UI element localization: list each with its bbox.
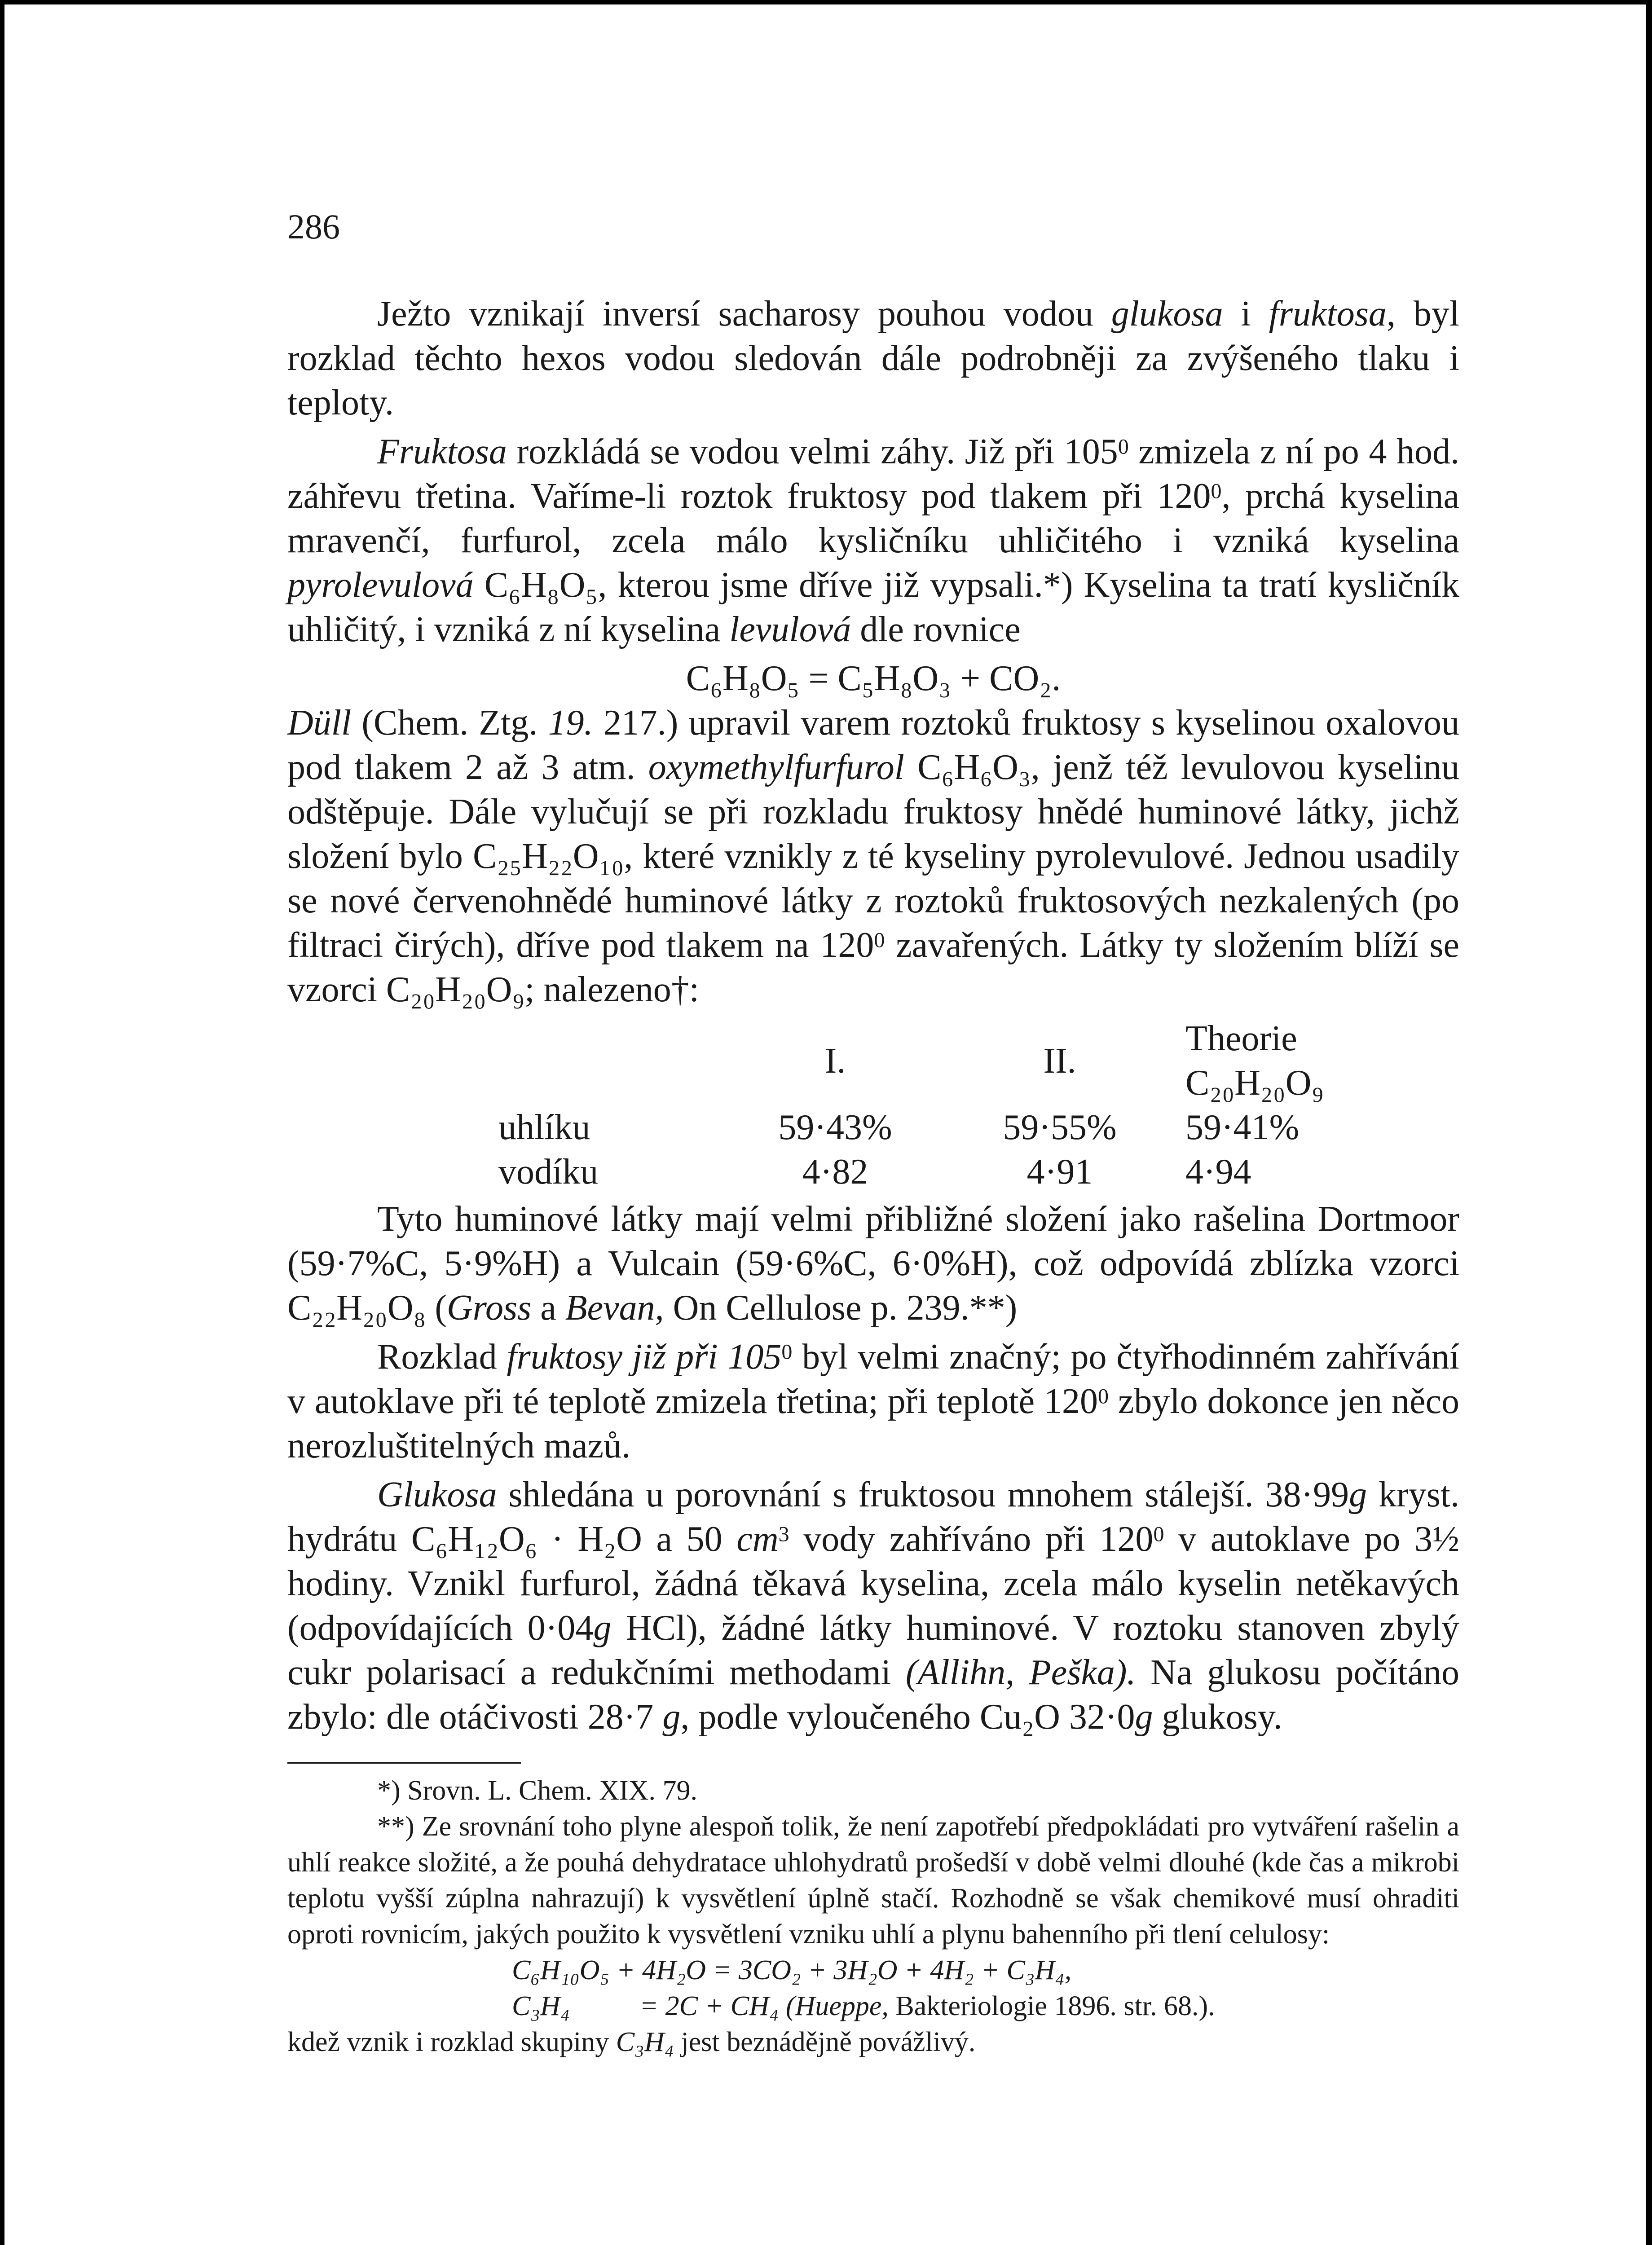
text: 217.) upravil varem roztoků fruktosy s kyselinou oxalovou pod tlakem 2 až 3 atm. — [287, 703, 1459, 787]
text: , kterou jsme dříve již vypsali.*) Kyselina ta tratí kysličník uhličitý, i vzniká z ní kyselina — [287, 565, 1460, 649]
text: rozkládá se vodou velmi záhy. Již při 105 — [507, 432, 1118, 471]
page-number: 286 — [287, 207, 340, 246]
table-cell: 4·82 — [802, 1152, 868, 1192]
text: Tyto huminové látky mají velmi přibližné složení jako rašelina Dortmoor (59·7%C, 5·9%H) a Vulcain (59·6%C, 6·0%H), což odpovídá zblízka vzorci C₂₂H₂₀O₈ ( — [287, 1199, 1459, 1328]
text: zbylo dokonce jen něco nerozluštitelných mazů. — [287, 1382, 1460, 1466]
table-cell: 59·55% — [1003, 1108, 1117, 1147]
table-header: I. — [824, 1041, 846, 1081]
term-glukosa: Glukosa — [377, 1475, 497, 1514]
paragraph-dull — [287, 701, 1459, 1012]
text: , byl rozklad těchto hexos vodou sledován dále podrobněji za zvýšeného tlaku i teploty. — [287, 294, 1459, 423]
formula: C₃H₄ — [616, 2027, 674, 2057]
text: Bakteriologie 1896. str. 68.). — [888, 1991, 1215, 2021]
author-bevan: Bevan, — [565, 1288, 664, 1328]
footnote-equation-2 — [512, 1988, 1459, 2024]
equation: C₆H₈O₅ = C₅H₈O₃ + CO₂. — [686, 659, 1061, 698]
table-row — [498, 1150, 1446, 1194]
text: kdež vznik i rozklad skupiny — [287, 2027, 616, 2057]
author-dull: Düll — [287, 703, 352, 743]
paragraph-glukosa — [287, 1473, 1459, 1739]
degree: 0 — [1153, 1522, 1164, 1546]
footnote-2: **) Ze srovnání toho plyne alespoň tolik, že není zapotřebí předpokládati pro vytváření rašelin a uhlí reakce složité, a že pouhá dehydratace uhlohydratů prošedší v době velmi dlouhé (kde čas a mikrobi teplotu vyšší zúplna nahrazují) k vysvětlení úplně stačí. Rozhodně se však chemikové musí ohraditi oproti rovnicím, jakých použito k vysvětlení vzniku uhlí a plynu bahenního při tlení celulosy: — [287, 1811, 1459, 1950]
paragraph-huminove — [287, 1197, 1459, 1330]
term-levulova: levulová — [729, 610, 851, 649]
text: , prchá kyselina mravenčí, furfurol, zcela málo kysličníku uhličitého i vzniká kyselina — [287, 476, 1459, 560]
author-gross: Gross — [447, 1288, 532, 1328]
methods: (Allihn, Peška). — [905, 1653, 1136, 1692]
text: Na glukosu počítáno zbylo: dle otáčivosti 28·7 — [287, 1653, 1460, 1737]
unit-g: g — [593, 1608, 612, 1648]
table-header — [498, 1017, 736, 1105]
text: vody zahříváno při 120 — [789, 1519, 1154, 1559]
text: glukosy. — [1153, 1697, 1282, 1737]
table-cell: 4·94 — [1185, 1152, 1251, 1192]
results-table — [498, 1017, 1446, 1194]
exponent: 3 — [778, 1522, 789, 1546]
text: i — [1223, 294, 1269, 334]
table-header: II. — [1043, 1041, 1076, 1081]
degree: 0 — [1211, 479, 1222, 503]
table-cell: 4·91 — [1026, 1152, 1093, 1192]
term-fruktosa: Fruktosa — [377, 432, 507, 471]
term-fruktosy: fruktosy již při 105 — [507, 1337, 782, 1377]
paragraph-fruktosa — [287, 430, 1459, 652]
text: shledána u porovnání s fruktosou mnohem stálejší. 38·99 — [497, 1475, 1349, 1514]
table-row — [498, 1105, 1446, 1150]
table-cell: 59·43% — [778, 1108, 892, 1147]
term-oxymethylfurfurol: oxymethylfurfurol — [648, 748, 904, 787]
paragraph-rozklad — [287, 1335, 1459, 1468]
text: C₆H₆O₃, jenž též levulovou kyselinu odštěpuje. Dále vylučují se při rozkladu fruktosy hnědé huminové látky, jichž složení bylo C₂₅H₂₂O₁₀, které vznikly z té kyseliny pyrolevulové. Jednou usadily se nové červenohnědé huminové látky z roztoků fruktosových nezkalených (po filtraci čirých), dříve pod tlakem na 120 — [287, 748, 1459, 965]
formula: C₆H₈O₅ — [484, 565, 598, 605]
term-fruktosa: fruktosa — [1269, 294, 1387, 334]
text: zavařených. Látky ty složením blíží se vzorci C₂₀H₂₀O₉; nalezeno†: — [287, 925, 1459, 1009]
footnote-end — [287, 2024, 1459, 2060]
equation: C₆H₁₀O₅ + 4H₂O = 3CO₂ + 3H₂O + 4H₂ + C₃H₄, — [512, 1955, 1072, 1985]
author-hueppe: Hueppe, — [795, 1991, 889, 2021]
text: a — [531, 1288, 565, 1328]
text: HCl), žádné látky huminové. V roztoku stanoven zbylý cukr polarisací a redukčními methodami — [287, 1608, 1460, 1692]
main-text — [287, 292, 1459, 2060]
text: Rozklad — [377, 1337, 507, 1377]
text: v autoklave po 3½ hodiny. Vznikl furfurol, žádná těkavá kyselina, zcela málo kyselin netěkavých (odpovídajících 0·04 — [287, 1519, 1459, 1648]
text: kryst. hydrátu C₆H₁₂O₆ · H₂O a 50 — [287, 1475, 1459, 1559]
volume: 19. — [548, 703, 593, 743]
unit-g: g — [1135, 1697, 1153, 1737]
term-glukosa: glukosa — [1111, 294, 1223, 334]
footnote-equation-1 — [512, 1952, 1459, 1988]
text: (Chem. Ztg. — [351, 703, 548, 743]
footnote-divider — [287, 1762, 521, 1764]
text: Ježto vznikají inversí sacharosy pouhou vodou — [377, 294, 1111, 334]
table-cell: 59·41% — [1185, 1108, 1300, 1147]
footnotes — [287, 1773, 1459, 2060]
text: On Cellulose p. 239.**) — [664, 1288, 1018, 1328]
table-cell: vodíku — [498, 1152, 599, 1192]
degree: 0 — [1118, 435, 1129, 459]
text: , podle vyloučeného Cu₂O 32·0 — [680, 1697, 1135, 1737]
paragraph-intro — [287, 292, 1459, 425]
degree: 0 — [781, 1340, 793, 1364]
unit-g: g — [1349, 1475, 1367, 1514]
equation: C₃H₄ = 2C + CH₄ ( — [512, 1991, 795, 2021]
table-cell: uhlíku — [498, 1108, 590, 1147]
footnote-1: *) Srovn. L. Chem. XIX. 79. — [377, 1775, 697, 1806]
degree: 0 — [874, 928, 885, 952]
table-header-row — [498, 1017, 1446, 1105]
term-pyrolevulova: pyrolevulová — [287, 565, 474, 605]
page — [4, 4, 1646, 2245]
degree: 0 — [1098, 1384, 1109, 1409]
text: byl velmi značný; po čtyřhodinném zahřívání v autoklave při té teplotě zmizela třetina; při teplotě 120 — [287, 1337, 1459, 1421]
text: jest beznádějně povážlivý. — [674, 2027, 976, 2057]
text: zmizela z ní po 4 hod. záhřevu třetina. Vaříme-li roztok fruktosy pod tlakem při 120 — [287, 432, 1459, 516]
table-header: Theorie C₂₀H₂₀O₉ — [1185, 1019, 1324, 1103]
text: dle rovnice — [851, 610, 1021, 649]
unit-g: g — [662, 1697, 681, 1737]
unit-cm: cm — [736, 1519, 779, 1559]
